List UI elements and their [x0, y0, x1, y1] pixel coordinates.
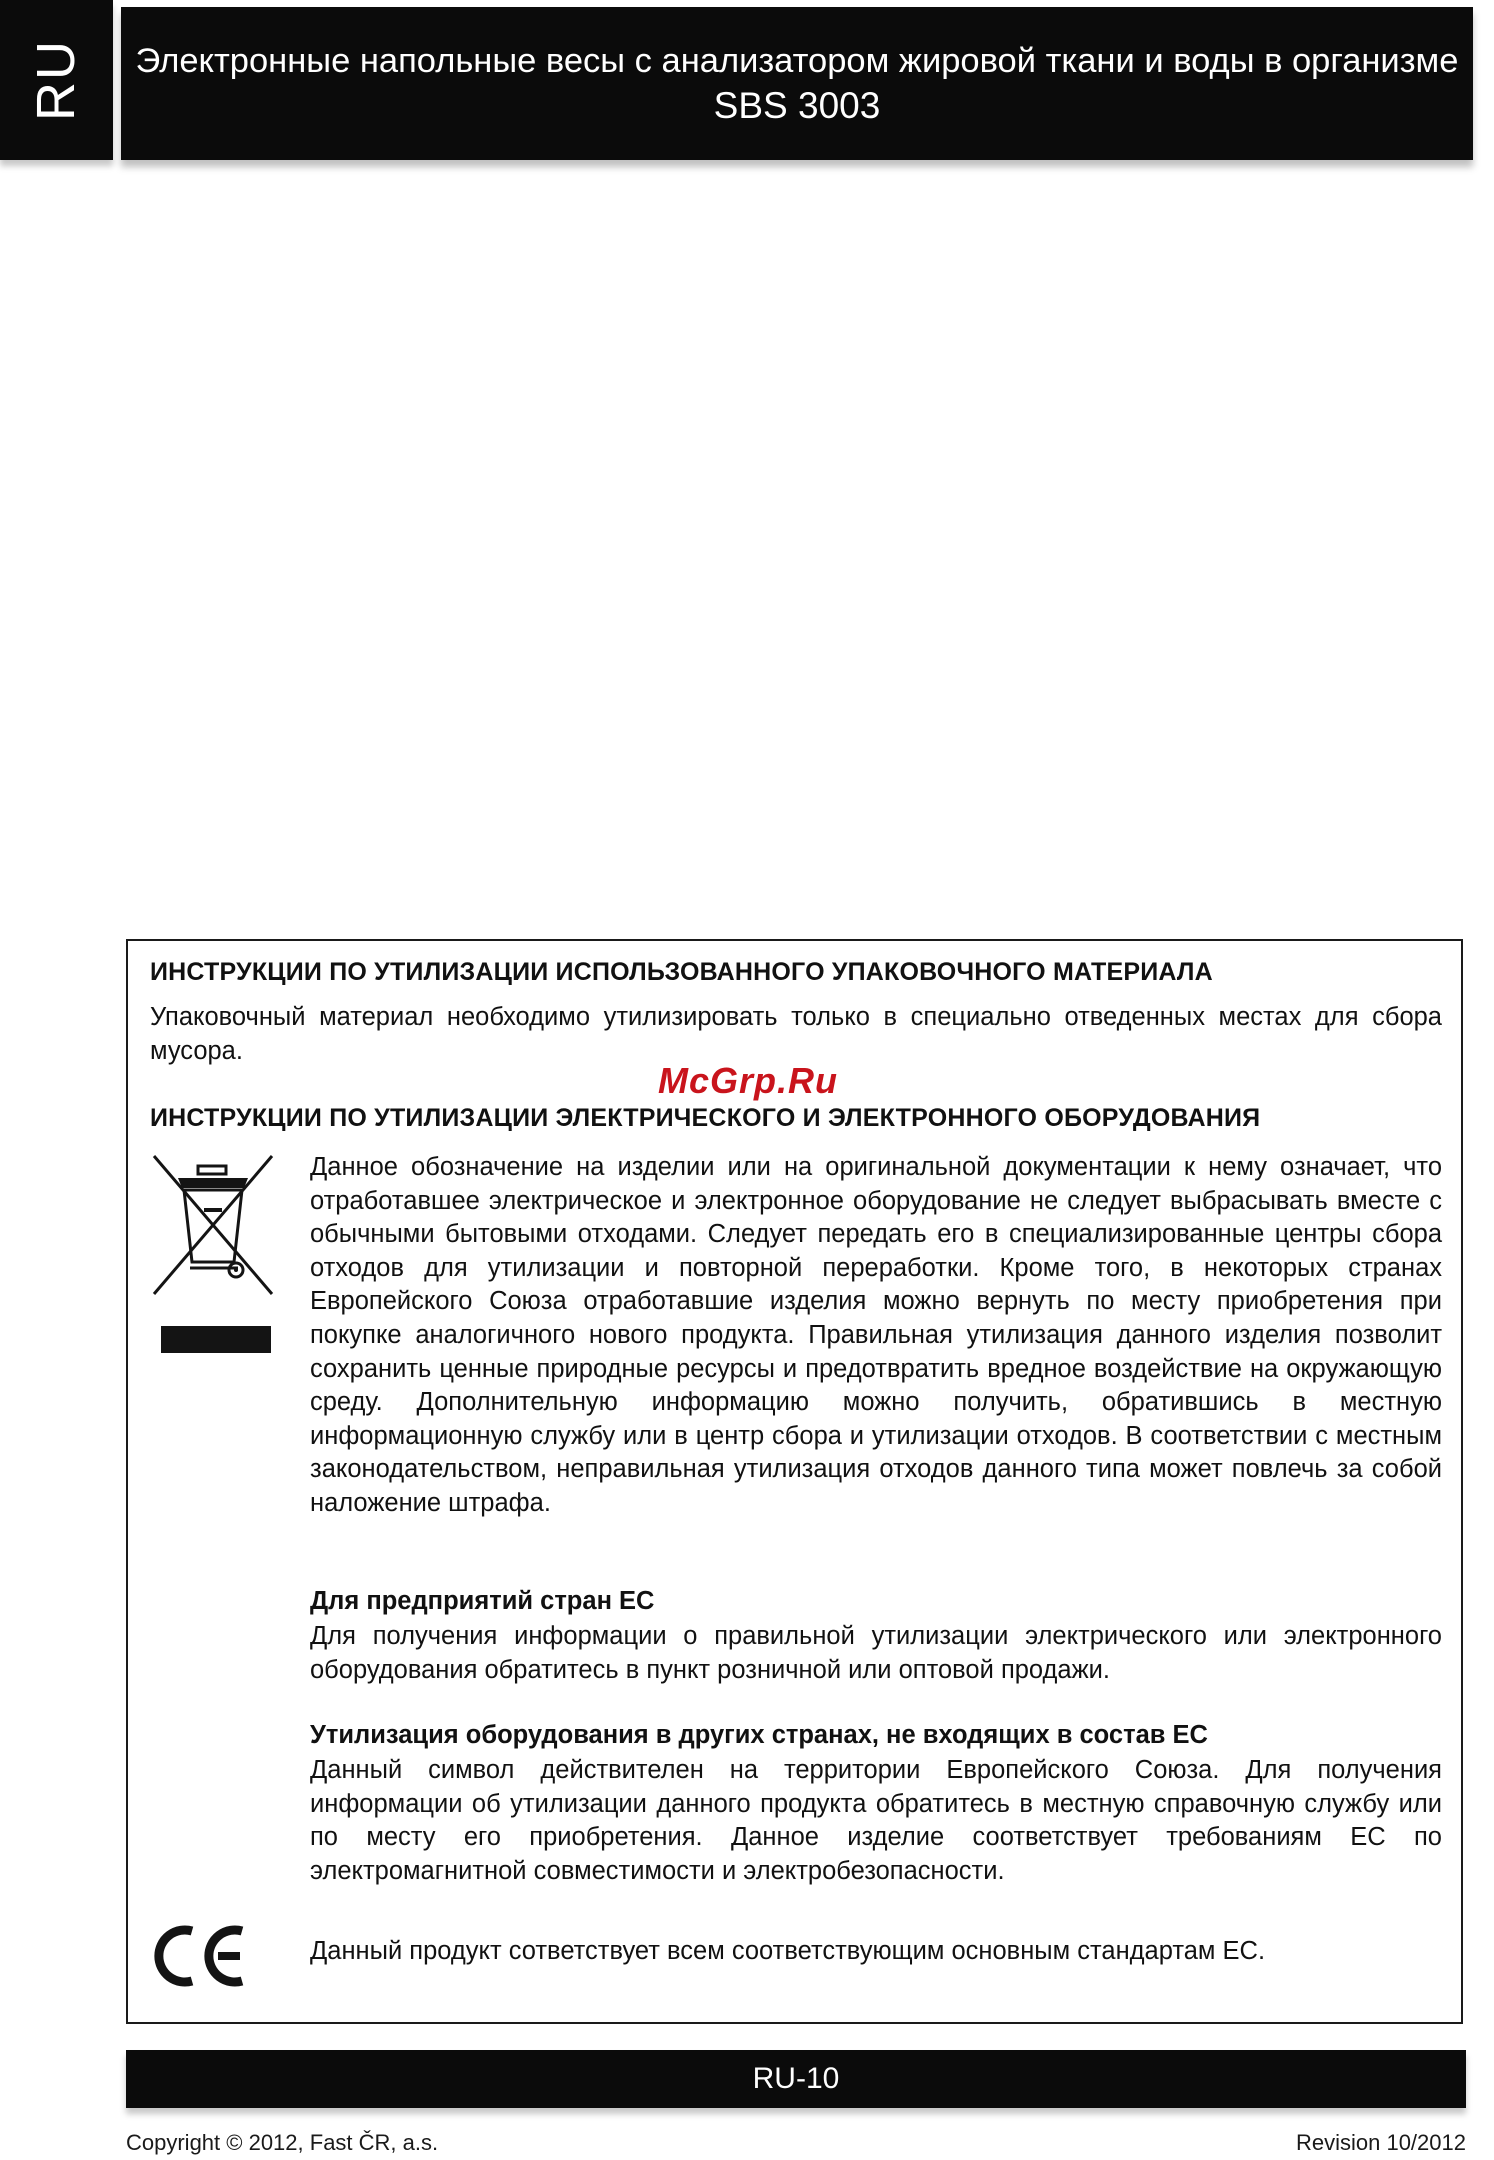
crossed-out-wheelie-bin-icon [148, 1150, 278, 1300]
non-eu-heading: Утилизация оборудования в других странах, не входящих в состав ЕС [310, 1721, 1208, 1749]
watermark: McGrp.Ru [658, 1060, 839, 1101]
page-number-bar [126, 2050, 1466, 2108]
packaging-heading: ИНСТРУКЦИИ ПО УТИЛИЗАЦИИ ИСПОЛЬЗОВАННОГО УПАКОВОЧНОГО МАТЕРИАЛА [150, 958, 1213, 986]
ce-mark-icon [150, 1921, 250, 1991]
page-number: RU-10 [752, 2062, 840, 2095]
model-number: SBS 3003 [713, 84, 881, 126]
non-eu-text: Данный символ действителен на территории Европейского Союза. Для получения информации об утилизации данного продукта обратитесь в местную справочную службу или по месту его приобретения. Данное изделие соответствует требованиям ЕС по электромагнитной совместимости и электробезопасности. [310, 1756, 1442, 1885]
eu-business-heading: Для предприятий стран ЕС [310, 1587, 655, 1615]
packaging-text: Упаковочный материал необходимо утилизировать только в специально отведенных местах для сбора мусора. [150, 1003, 1442, 1065]
language-tab [0, 0, 113, 160]
bin-marking-bar [161, 1326, 271, 1353]
document-title: Электронные напольные весы с анализатором жировой ткани и воды в организме [135, 41, 1459, 80]
eu-business-text: Для получения информации о правильной утилизации электрического или электронного оборудования обратитесь в пункт розничной или оптовой продажи. [310, 1622, 1442, 1684]
title-bar [121, 7, 1473, 160]
language-code: RU [26, 39, 86, 121]
copyright: Copyright © 2012, Fast ČR, a.s. [126, 2130, 439, 2155]
disposal-instructions-box [126, 939, 1463, 2024]
ce-text: Данный продукт сответствует всем соответствующим основным стандартам ЕС. [310, 1937, 1266, 1965]
revision: Revision 10/2012 [1295, 2130, 1466, 2155]
electronics-text: Данное обозначение на изделии или на оригинальной документации к нему означает, что отработавшее электрическое и электронное оборудование не следует выбрасывать вместе с обычными бытовыми отходами. Следует передать его в специализированные центры сбора отходов для утилизации и повторной переработки. Кроме того, в некоторых странах Европейского Союза отработавшие изделия можно вернуть по месту приобретения при покупке аналогичного нового продукта. Правильная утилизация данного изделия позволит сохранить ценные природные ресурсы и предотвратить вредное воздействие на окружающую среду. Дополнительную информацию можно получить, обратившись в местную информационную службу или в центр сбора и утилизации отходов. В соответствии с местным законодательством, неправильная утилизация отходов данного типа может повлечь за собой наложение штрафа. [310, 1153, 1442, 1517]
electronics-heading: ИНСТРУКЦИИ ПО УТИЛИЗАЦИИ ЭЛЕКТРИЧЕСКОГО И ЭЛЕКТРОННОГО ОБОРУДОВАНИЯ [150, 1104, 1261, 1132]
